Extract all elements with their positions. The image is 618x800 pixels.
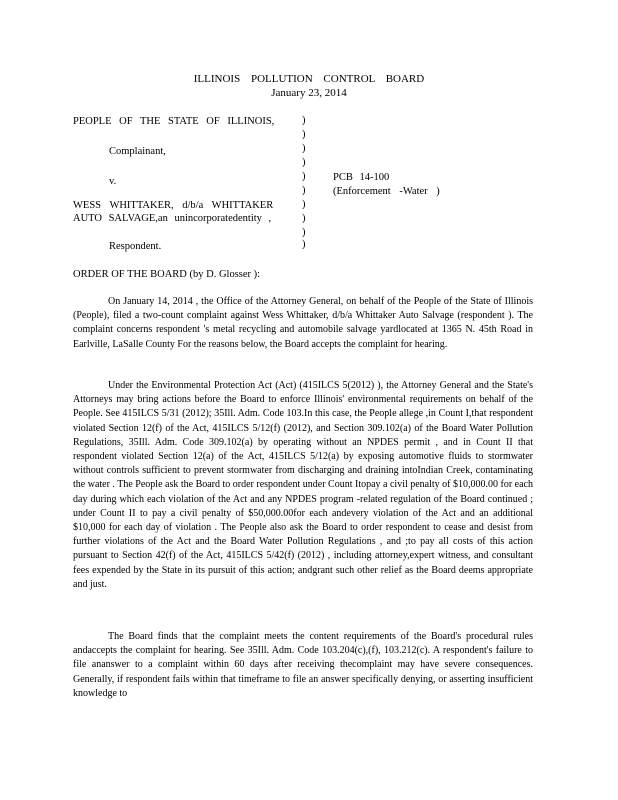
case-number: PCB 14-100 [333,172,390,183]
paragraph-findings [73,630,533,701]
caption-respondent-line1: WESS WHITTAKER, d/b/a WHITTAKER [73,200,274,211]
paragraph-intro-text: On January 14, 2014 , the Office of the Attorney General, on behalf of the People of the State of Illinois (People), filed a two-count complaint against Wess Whittaker, d/b/a Whittaker Auto Salvage (respondent ). The complaint concerns respondent 's metal recycling and automobile salvage yardlocated at 1365 N. 45th Road in Earlville, LaSalle County For the reasons below, the Board accepts the complaint for hearing. [73,296,533,350]
paragraph-allegations [73,379,533,592]
caption-paren: ) [302,115,306,126]
caption-paren: ) [302,213,306,224]
caption-paren: ) [302,185,306,196]
caption-respondent: Respondent. [109,241,162,252]
caption-paren: ) [302,143,306,154]
caption-people: PEOPLE OF THE STATE OF ILLINOIS, [73,116,275,127]
paragraph-findings-text: The Board finds that the complaint meets the content requirements of the Board's procedural rules andaccepts the complaint for hearing. See 35Ill. Adm. Code 103.204(c),(f), 103.212(c). A respondent's failure to file ananswer to a complaint within 60 days after receiving thecomplaint may have severe consequences. Generally, if respondent fails within that timeframe to file an answer specifically denying, or asserting insufficient knowledge to [73,631,533,699]
caption-versus: v. [109,176,117,187]
caption-complainant: Complainant, [109,146,166,157]
case-type: (Enforcement -Water ) [333,186,440,197]
board-title: ILLINOIS POLLUTION CONTROL BOARD [193,73,425,85]
caption-paren: ) [302,129,306,140]
caption-paren: ) [302,171,306,182]
caption-paren: ) [302,199,306,210]
caption-respondent-line2: AUTO SALVAGE,an unincorporatedentity , [73,213,272,224]
caption-paren: ) [302,157,306,168]
paragraph-allegations-text: Under the Environmental Protection Act (Act) (415ILCS 5(2012) ), the Attorney General and the State's Attorneys may bring actions before the Board to enforce Illinois' environmental requirements on behalf of the People. See 415ILCS 5/31 (2012); 35Ill. Adm. Code 103.In this case, the People allege ,in Count I,that respondent violated Section 12(f) of the Act, 415ILCS 5/12(f) (2012), and Section 309.102(a) of the Board Water Pollution Regulations, 35Ill. Adm. Code 309.102(a) by operating without an NPDES permit , and in Count II that respondent violated Section 12(a) of the Act, 415ILCS 5/12(a) by exposing automotive fluids to stormwater without controls sufficient to prevent stormwater from discharging and draining intoIndian Creek, contaminating the water . The People ask the Board to order respondent under Count Itopay a civil penalty of $10,000.00 for each day during which each violation of the Act and any NPDES program -related regulation of the Board continued ; under Count II to pay a civil penalty of $50,000.00for each andevery violation of the Act and an additional $10,000 for each day of violation . The People also ask the Board to order respondent to cease and desist from further violations of the Act and the Board Water Pollution Regulations , and ;to pay all costs of this action pursuant to Section 42(f) of the Act, 415ILCS 5/42(f) (2012) , including attorney,expert witness, and consultant fees expended by the State in its pursuit of this action; andgrant such other relief as the Board deems appropriate and just. [73,380,533,590]
order-heading: ORDER OF THE BOARD (by D. Glosser ): [73,269,261,280]
caption-paren: ) [302,239,306,250]
caption-paren: ) [302,227,306,238]
paragraph-intro [73,295,533,352]
order-date: January 23, 2014 [271,87,347,99]
